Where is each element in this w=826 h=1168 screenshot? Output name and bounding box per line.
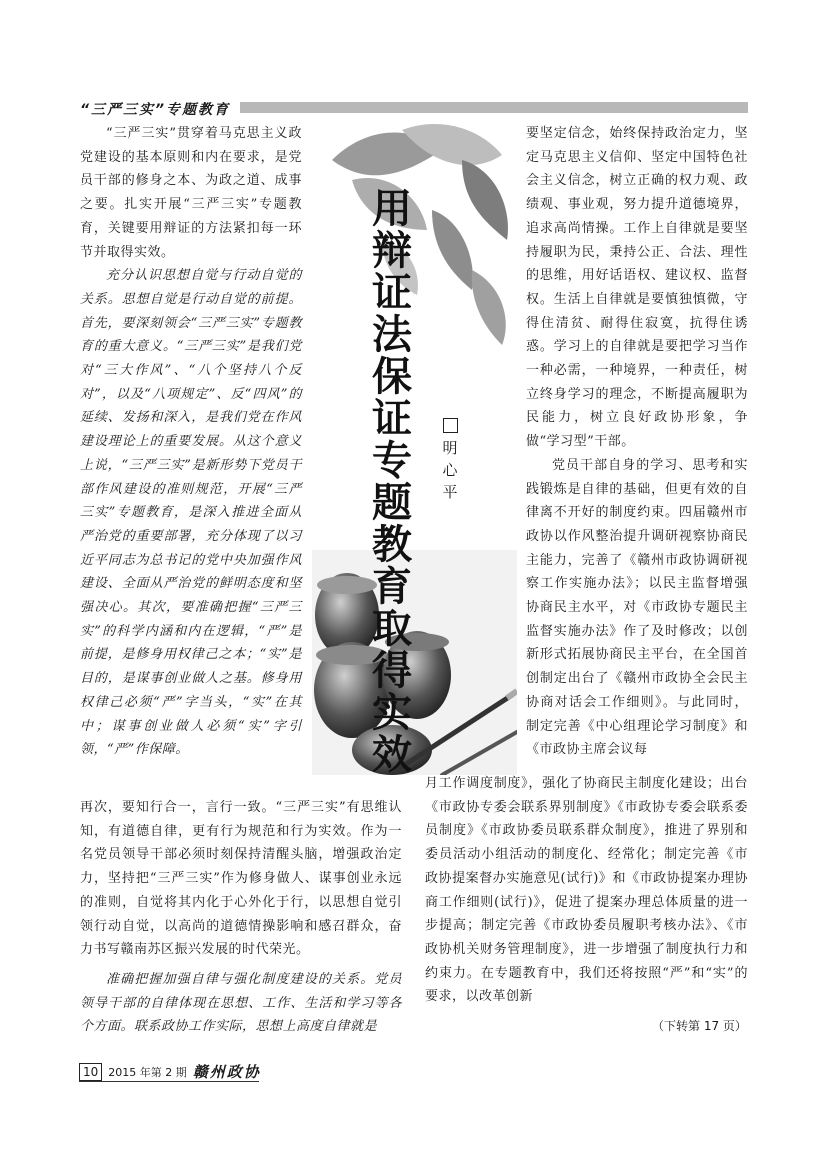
title-char: 得 bbox=[372, 648, 412, 694]
title-char: 辩 bbox=[372, 228, 412, 274]
title-char: 育 bbox=[372, 564, 412, 610]
section-paragraph-2: 准确把握加强自律与强化制度建设的关系。党员领导干部的自律体现在思想、工作、生活和学习等各个方面。联系政协工作实际，思想上高度自律就是 bbox=[80, 971, 402, 1035]
footer-rule bbox=[79, 1081, 259, 1082]
intro-paragraph: “三严三实”贯穿着马克思主义政党建设的基本原则和内在要求，是党员干部的修身之本、为政之道、成事之要。扎实开展“三严三实”专题教育，关键要用辩证的方法紧扣每一环节并取得实效。 bbox=[80, 126, 302, 260]
article-title bbox=[366, 188, 418, 776]
left-wide-paragraph-1: 再次，要知行合一，言行一致。“三严三实”有思维认知，有道德自律，更有行为规范和行为实效。作为一名党员领导干部必须时刻保持清醒头脑，增强政治定力，坚持把“三严三实”作为修身做人、谋事创业永远的准则，自觉将其内化于心外化于行，以思想自觉引领行动自觉，以高尚的道德情操影响和感召群众，奋力书写赣南苏区振兴发展的时代荣光。 bbox=[80, 800, 402, 958]
page-footer bbox=[79, 1061, 261, 1082]
right-paragraph-2: 党员干部自身的学习、思考和实践锻炼是自律的基础，但更有效的自律离不开好的制度约束。四届赣州市政协以作风整治提升调研视察协商民主能力，完善了《赣州市政协调研视察工作实施办法》；以民主监督增强协商民主水平，对《市政协专题民主监督实施办法》作了及时修改；以创新形式拓展协商民主平台，在全国首创制定出台了《赣州市政协全会民主协商对话会工作细则》。与此同时，制定完善《中心组理论学习制度》和《市政协主席会议每 bbox=[526, 457, 748, 758]
title-char: 保 bbox=[372, 354, 412, 400]
title-char: 用 bbox=[372, 186, 412, 232]
left-column bbox=[80, 122, 302, 762]
title-char: 效 bbox=[372, 732, 412, 778]
author-byline bbox=[440, 418, 460, 503]
title-char: 证 bbox=[372, 396, 412, 442]
page-number: 10 bbox=[79, 1063, 102, 1081]
title-char: 专 bbox=[372, 438, 412, 484]
title-char: 教 bbox=[372, 522, 412, 568]
header-bar bbox=[240, 102, 748, 113]
author-box-icon bbox=[443, 418, 458, 433]
issue-label: 2015 年第 2 期 bbox=[108, 1065, 187, 1079]
journal-name: 赣州政协 bbox=[192, 1063, 261, 1081]
author-char: 心 bbox=[442, 461, 458, 479]
title-char: 证 bbox=[372, 270, 412, 316]
title-char: 题 bbox=[372, 480, 412, 526]
author-char: 平 bbox=[442, 483, 458, 501]
left-wide-column bbox=[80, 796, 402, 1039]
right-paragraph-1: 要坚定信念，始终保持政治定力，坚定马克思主义信仰、坚定中国特色社会主义信念，树立正确的权力观、政绩观、事业观，努力提升道德境界，追求高尚情操。工作上自律就是要坚持履职为民，秉持公正、合法、理性的思维，用好话语权、建议权、监督权。生活上自律就是要慎独慎微，守得住清贫、耐得住寂寞，抗得住诱惑。学习上的自律就是要把学习当作一种必需，一种境界，一种责任，树立终身学习的理念，不断提高履职为民能力，树立良好政协形象，争做“学习型”干部。 bbox=[526, 126, 748, 450]
continued-note: （下转第 17 页） bbox=[652, 1019, 747, 1033]
section-paragraph-1: 充分认识思想自觉与行动自觉的关系。思想自觉是行动自觉的前提。首先，要深刻领会“三严三实”专题教育的重大意义。“三严三实”是我们党对“三大作风”、“八个坚持八个反对”，以及“八项规定”、反“四风”的延续、发扬和深入，是我们党在作风建设理论上的重要发展。从这个意义上说，“三严三实”是新形势下党员干部作风建设的准则规范，开展“三严三实”专题教育，是深入推进全面从严治党的重要部署，充分体现了以习近平同志为总书记的党中央加强作风建设、全面从严治党的鲜明态度和坚强决心。其次，要准确把握“三严三实”的科学内涵和内在逻辑，“严”是前提，是修身用权律己之本；“实”是目的，是谋事创业做人之基。修身用权律己必须“严”字当头，“实”在其中；谋事创业做人必须“实”字引领，“严”作保障。 bbox=[80, 268, 302, 758]
right-column bbox=[526, 122, 748, 762]
title-char: 取 bbox=[372, 606, 412, 652]
title-char: 法 bbox=[372, 312, 412, 358]
section-header-label: “三严三实”专题教育 bbox=[80, 102, 231, 118]
title-char: 实 bbox=[372, 690, 412, 736]
right-wide-column bbox=[425, 772, 748, 1009]
author-char: 明 bbox=[442, 439, 458, 457]
right-wide-paragraph: 月工作调度制度》，强化了协商民主制度化建设；出台《市政协专委会联系界别制度》《市政协专委会联系委员制度》《市政协委员联系群众制度》，推进了界别和委员活动小组活动的制度化、经常化；制定完善《市政协提案督办实施意见(试行)》和《市政协提案办理协商工作细则(试行)》，促进了提案办理总体质量的进一步提高；制定完善《市政协委员履职考核办法》、《市政协机关财务管理制度》，进一步增强了制度执行力和约束力。在专题教育中，我们还将按照“严”和“实”的要求，以改革创新 bbox=[425, 776, 748, 1005]
